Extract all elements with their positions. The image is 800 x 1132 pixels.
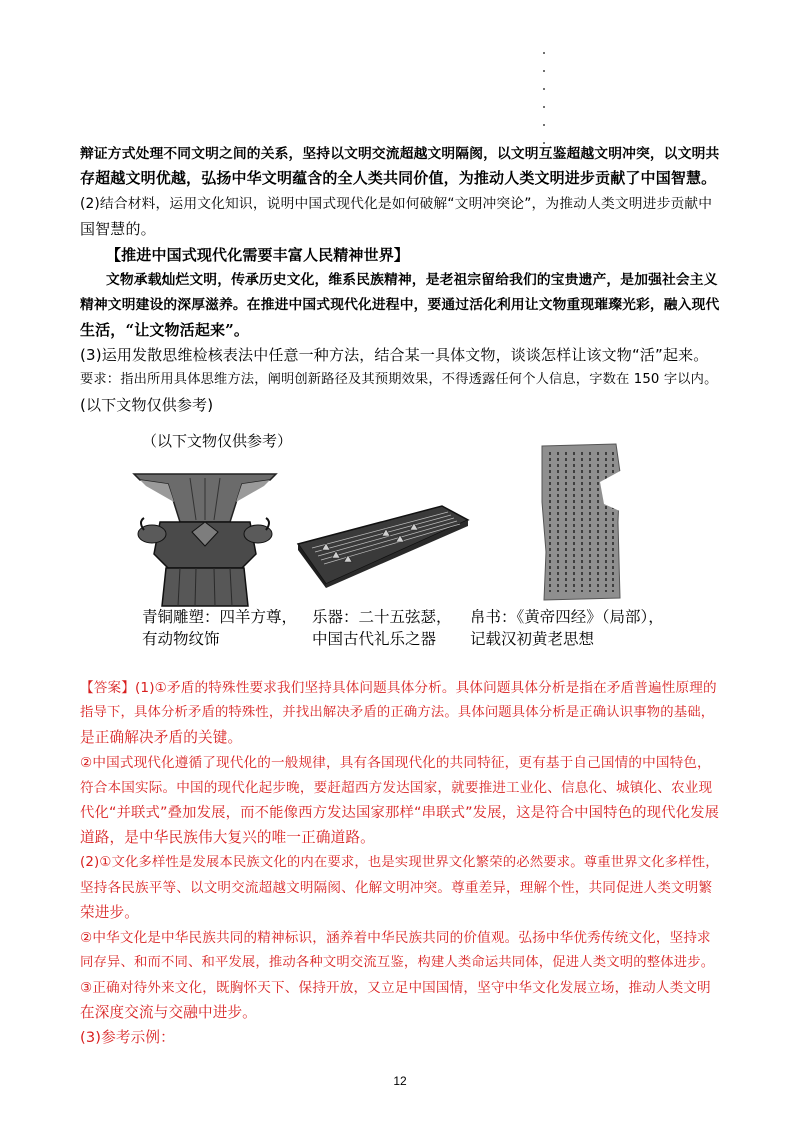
section-heading: 【推进中国式现代化需要丰富人民精神世界】 — [106, 246, 410, 264]
answer-line: 【答案】(1)①矛盾的特殊性要求我们坚持具体问题具体分析。具体问题具体分析是指在矛盾普遍性原理的 — [80, 680, 717, 696]
bronze-zun-image — [130, 462, 280, 612]
artifact-figure — [120, 420, 680, 660]
page-number: 12 — [393, 1074, 407, 1088]
figure-title: （以下文物仅供参考） — [142, 432, 293, 450]
answer-line: 代化“并联式”叠加发展，而不能像西方发达国家那样“串联式”发展，这是符合中国特色的现代化发展 — [80, 805, 720, 821]
question-3-note: (以下文物仅供参考) — [80, 396, 214, 414]
silk-manuscript-image — [540, 442, 622, 602]
answer-line: 在深度交流与交融中进步。 — [80, 1004, 257, 1021]
answer-line: ③正确对待外来文化，既胸怀天下、保持开放，又立足中国国情，坚守中华文化发展立场，推动人类文明 — [80, 980, 711, 996]
caption-bronze-zun — [142, 606, 297, 650]
answer-line: 指导下，具体分析矛盾的特殊性，并找出解决矛盾的正确方法。具体问题具体分析是正确认识事物的基础， — [80, 705, 715, 720]
answer-line: 是正确解决矛盾的关键。 — [80, 729, 243, 746]
answer-line: 道路，是中华民族伟大复兴的唯一正确道路。 — [80, 829, 375, 846]
answer-line: 同存异、和而不同、和平发展，推动各种文明交流互鉴，构建人类命运共同体，促进人类文明的整体进步。 — [80, 955, 715, 970]
answer-line: 符合本国实际。中国的现代化起步晚，要赶超西方发达国家，就要推进工业化、信息化、城镇化、农业现 — [80, 780, 713, 796]
question-2-cont: 国智慧的。 — [80, 220, 156, 238]
material-line: 精神文明建设的深厚滋养。在推进中国式现代化进程中，要通过活化利用让文物重现璀璨光彩，融入现代 — [80, 297, 720, 313]
answer-line: ②中国式现代化遵循了现代化的一般规律，具有各国现代化的共同特征，更有基于自己国情的中国特色， — [80, 755, 711, 771]
answer-line: (3)参考示例： — [80, 1029, 175, 1046]
caption-line: 中国古代礼乐之器 — [312, 630, 437, 648]
caption-silk-manuscript — [470, 606, 664, 650]
answer-line: ②中华文化是中华民族共同的精神标识，涵养着中华民族共同的价值观。弘扬中华优秀传统文化，坚持求 — [80, 930, 711, 946]
caption-line: 记载汉初黄老思想 — [470, 630, 595, 648]
caption-line: 青铜雕塑：四羊方尊， — [142, 608, 298, 626]
paragraph-line: 存超越文明优越，弘扬中华文明蕴含的全人类共同价值，为推动人类文明进步贡献了中国智慧。 — [80, 169, 717, 187]
answer-line: 荣进步。 — [80, 904, 139, 921]
paragraph-line: 辩证方式处理不同文明之间的关系，坚持以文明交流超越文明隔阂，以文明互鉴超越文明冲突，以文明共 — [80, 146, 720, 162]
zither-se-image — [292, 500, 472, 590]
caption-line: 有动物纹饰 — [142, 630, 220, 648]
caption-line: 帛书：《黄帝四经》（局部）， — [470, 608, 664, 626]
caption-line: 乐器：二十五弦瑟， — [312, 608, 452, 626]
answer-line: (2)①文化多样性是发展本民族文化的内在要求，也是实现世界文化繁荣的必然要求。尊重世界文化多样性， — [80, 855, 719, 870]
material-line: 文物承载灿烂文明，传承历史文化，维系民族精神，是老祖宗留给我们的宝贵遗产，是加强社会主义 — [106, 272, 718, 288]
caption-zither — [312, 606, 452, 650]
question-2: (2)结合材料，运用文化知识，说明中国式现代化是如何破解“文明冲突论”，为推动人类文明进步贡献中 — [80, 196, 713, 212]
question-3-requirement: 要求：指出所用具体思维方法，阐明创新路径及其预期效果，不得透露任何个人信息，字数在 150 字以内。 — [80, 372, 718, 387]
question-3: (3)运用发散思维检核表法中任意一种方法，结合某一具体文物，谈谈怎样让该文物“活”起来。 — [80, 346, 709, 364]
answer-line: 坚持各民族平等、以文明交流超越文明隔阂、化解文明冲突。尊重差异，理解个性，共同促进人类文明繁 — [80, 880, 713, 896]
binding-dots — [541, 52, 547, 142]
material-line: 生活，“让文物活起来”。 — [80, 321, 250, 339]
